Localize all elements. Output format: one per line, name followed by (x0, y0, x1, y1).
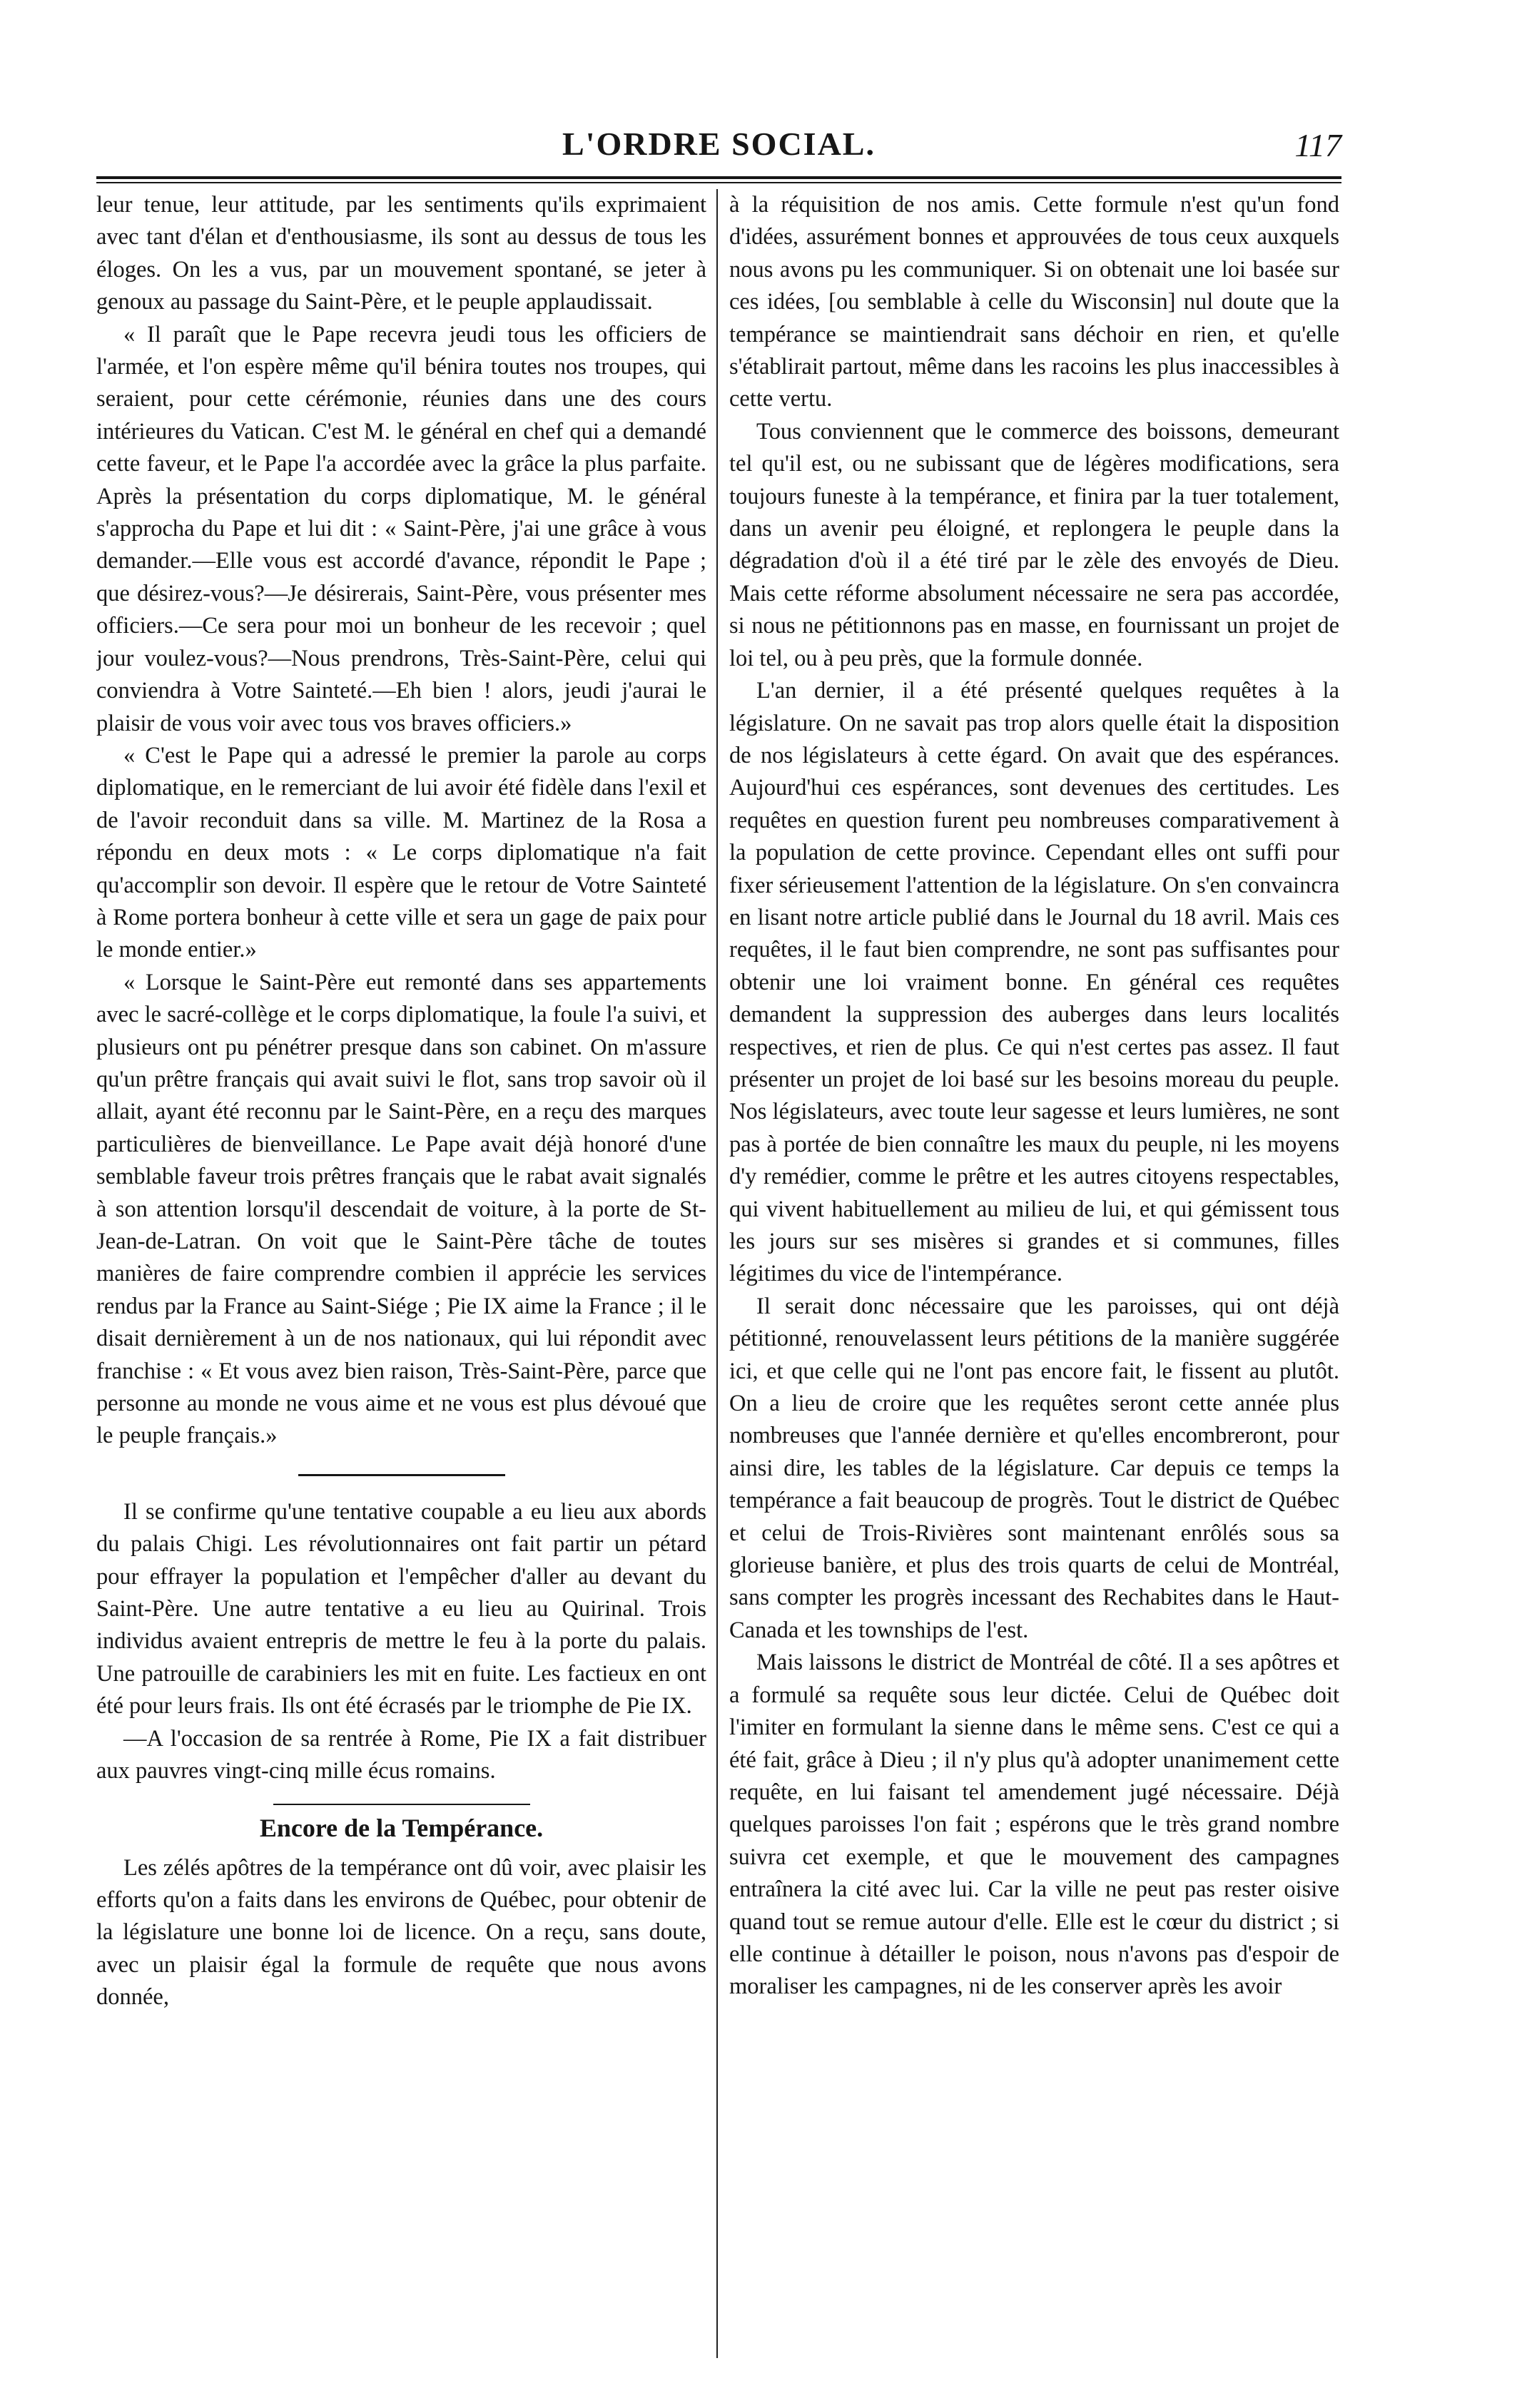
right-column (729, 189, 1339, 2358)
section-paragraph: Les zélés apôtres de la tempérance ont dû voir, avec plaisir les efforts qu'on a faits dans les environs de Québec, pour obtenir de la législature une bonne loi de licence. On a reçu, sans doute, avec un plaisir égal la formule de requête que nous avons donnée, (96, 1854, 706, 2011)
paragraph: Tous conviennent que le commerce des boissons, demeurant tel qu'il est, ou ne subissant que de légères modifications, sera toujours funeste à la tempérance, et finira par la tuer totalement, dans un avenir peu éloigné, et replongera le peuple dans la dégradation d'où il a été tiré par le zèle des envoyés de Dieu. Mais cette réforme absolument nécessaire ne sera pas accordée, si nous ne pétitionnons pas en masse, en fournissant un projet de loi tel, ou à peu près, que la formule donnée. (729, 418, 1339, 671)
paragraph: leur tenue, leur attitude, par les sentiments qu'ils exprimaient avec tant d'élan et d'enthousiasme, ils sont au dessus de tous les éloges. On les a vus, par un mouvement spontané, se jeter à genoux au passage du Saint-Père, et le peuple applaudissait. (96, 192, 706, 315)
paragraph: Mais laissons le district de Montréal de côté. Il a ses apôtres et a formulé sa requête sous leur dictée. Celui de Québec doit l'imiter en formulant la sienne dans le même sens. C'est ce qui a été fait, grâce à Dieu ; il n'y plus qu'à adopter unanimement cette requête, en lui faisant tel amendement jugé nécessaire. Déjà quelques paroisses l'on fait ; espérons que le très grand nombre suivra cet exemple, et que le mouvement des campagnes entraînera la cité avec lui. Car la ville ne peut pas rester oisive quand tout se remue autour d'elle. Elle est le cœur du district ; si elle continue à détailler le poison, nous n'avons pas d'espoir de moraliser les campagnes, ni de les conserver après les avoir (729, 1650, 1339, 2000)
left-column (96, 189, 706, 2358)
page-title: L'ORDRE SOCIAL. (562, 126, 876, 162)
paragraph: « Lorsque le Saint-Père eut remonté dans ses appartements avec le sacré-collège et le corps diplomatique, la foule l'a suivi, et plusieurs ont pu pénétrer presque dans son cabinet. On m'assure qu'un prêtre français qui avait suivi le flot, sans trop savoir où il allait, ayant été reconnu par le Saint-Père, en a reçu des marques particulières de bienveillance. Le Pape avait déjà honoré d'une semblable faveur trois prêtres français que le rabat avait signalés à son attention lorsqu'il descendait de voiture, à la porte de St-Jean-de-Latran. On voit que le Saint-Père tâche de toutes manières de faire comprendre combien il apprécie les services rendus par la France au Saint-Siége ; Pie IX aime la France ; il le disait dernièrement à un de nos nationaux, qui lui répondit avec franchise : « Et vous avez bien raison, Très-Saint-Père, parce que personne au monde ne vous aime et ne vous est plus dévoué que le peuple français.» (96, 969, 706, 1449)
separator-rule (298, 1474, 505, 1476)
paragraph: L'an dernier, il a été présenté quelques requêtes à la législature. On ne savait pas trop alors quelle était la disposition de nos législateurs à cette égard. On avait que des espérances. Aujourd'hui ces espérances, sont devenues des certitudes. Les requêtes en question furent peu nombreuses comparativement à la population de cette province. Cependant elles ont suffi pour fixer sérieusement l'attention de la législature. On s'en convaincra en lisant notre article publié dans le Journal du 18 avril. Mais ces requêtes, il le faut bien comprendre, ne sont pas suffisantes pour obtenir une loi vraiment bonne. En général ces requêtes demandent la suppression des auberges dans leurs localités respectives, et rien de plus. Ce qui n'est certes pas assez. Il faut présenter un projet de loi basé sur les besoins moreau du peuple. Nos législateurs, avec toute leur sagesse et leurs lumières, ne sont pas à portée de bien connaître les maux du peuple, ni les moyens d'y remédier, comme le prêtre et les autres citoyens respectables, qui vivent habituellement au milieu de lui, et qui gémissent tous les jours sur ses misères si grandes et si communes, filles légitimes du vice de l'intempérance. (729, 678, 1339, 1287)
section-rule (273, 1804, 530, 1805)
paragraph: à la réquisition de nos amis. Cette formule n'est qu'un fond d'idées, assurément bonnes et approuvées de tous ceux auxquels nous avons pu les communiquer. Si on obtenait une loi basée sur ces idées, [ou semblable à celle du Wisconsin] nul doute que la tempérance se maintiendrait sans déchoir en rien, et qu'elle s'établirait partout, même dans les racoins les plus inaccessibles à cette vertu. (729, 192, 1339, 412)
news-paragraph: Il se confirme qu'une tentative coupable a eu lieu aux abords du palais Chigi. Les révolutionnaires ont fait partir un pétard pour effrayer la population et l'empêcher d'aller au devant du Saint-Père. Une autre tentative a eu lieu au Quirinal. Trois individus avaient entrepris de mettre le feu à la porte du palais. Une patrouille de carabiniers les mit en fuite. Les factieux en ont été pour leurs frais. Ils ont été écrasés par le triomphe de Pie IX. (96, 1498, 706, 1719)
header-rule (96, 176, 1341, 183)
page-number: 117 (1294, 127, 1341, 163)
column-divider (716, 189, 718, 2358)
paragraph: « Il paraît que le Pape recevra jeudi tous les officiers de l'armée, et l'on espère même qu'il bénira toutes nos troupes, qui seraient, pour cette cérémonie, réunies dans une des cours intérieures du Vatican. C'est M. le général en chef qui a demandé cette faveur, et le Pape l'a accordée avec la grâce la plus parfaite. Après la présentation du corps diplomatique, M. le général s'approcha du Pape et lui dit : « Saint-Père, j'ai une grâce à vous demander.—Elle vous est accordé d'avance, répondit le Pape ; que désirez-vous?—Je désirerais, Saint-Père, vous présenter mes officiers.—Ce sera pour moi un bonheur de les recevoir ; quel jour voulez-vous?—Nous prendrons, Très-Saint-Père, celui qui conviendra à Votre Sainteté.—Eh bien ! alors, jeudi j'aurai le plaisir de vous voir avec tous vos braves officiers.» (96, 321, 706, 736)
page-header (96, 125, 1341, 189)
section-heading: Encore de la Tempérance. (259, 1813, 544, 1842)
paragraph: « C'est le Pape qui a adressé le premier la parole au corps diplomatique, en le remerciant de lui avoir été fidèle dans l'exil et de l'avoir reconduit dans sa ville. M. Martinez de la Rosa a répondu en deux mots : « Le corps diplomatique n'a fait qu'accomplir son devoir. Il espère que le retour de Votre Sainteté à Rome portera bonheur à cette ville et sera un gage de paix pour le monde entier.» (96, 742, 706, 963)
paragraph: Il serait donc nécessaire que les paroisses, qui ont déjà pétitionné, renouvelassent leurs pétitions de la manière suggérée ici, et que celle qui ne l'ont pas encore fait, le fissent au plutôt. On a lieu de croire que les requêtes seront cette année plus nombreuses que l'année dernière et qu'elles encombreront, pour ainsi dire, les tables de la législature. Car depuis ce temps la tempérance a fait beaucoup de progrès. Tout le district de Québec et celui de Trois-Rivières sont maintenant enrôlés sous sa glorieuse banière, et plus des trois quarts de celui de Montréal, sans compter les progrès incessant des Rechabites dans le Haut-Canada et les townships de l'est. (729, 1293, 1339, 1643)
news-paragraph: —A l'occasion de sa rentrée à Rome, Pie IX a fait distribuer aux pauvres vingt-cinq mille écus romains. (96, 1725, 706, 1784)
